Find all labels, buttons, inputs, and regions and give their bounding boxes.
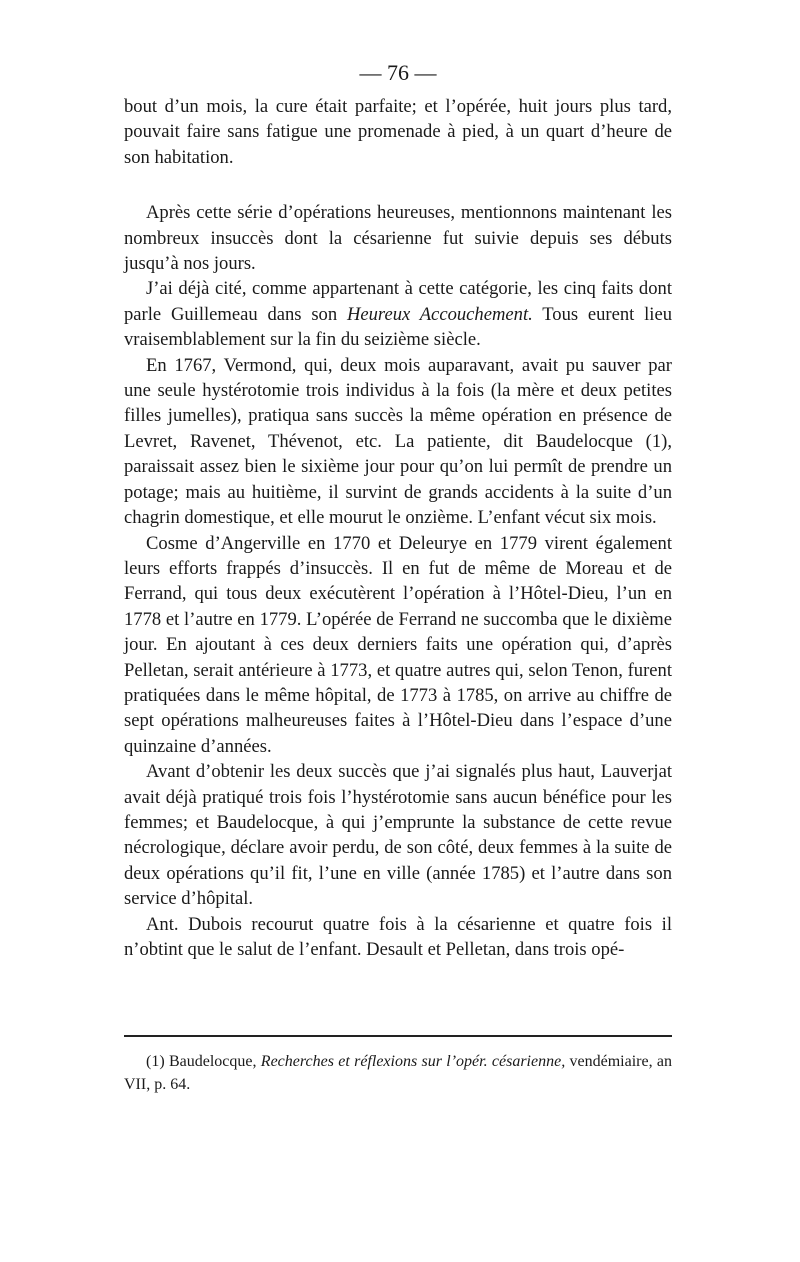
footnote [124, 1050, 672, 1096]
footnote-text-2: vendémiaire, an VII, p. 64. [124, 1053, 672, 1093]
paragraph-insucces-intro: Après cette série d’opérations heureuses, mentionnons maintenant les nombreux insuccès dont la césarienne fut suivie depuis ses débuts jusqu’à nos jours. [124, 202, 672, 275]
book-title-heureux-accouchement: Heureux Accouchement. [346, 303, 533, 325]
footnote-text-1: (1) Baudelocque, [146, 1053, 261, 1070]
paragraph-vermond: En 1767, Vermond, qui, deux mois auparavant, avait pu sauver par une seule hystérotomie trois individus à la fois (la mère et deux petites filles jumelles), pratiqua sans succès la même opération en présence de Levret, Ravenet, Thévenot, etc. La patiente, dit Baudelocque (1), paraissait assez bien le sixième jour pour qu’on lui permît de prendre un potage; mais au huitième, il survint de grands accidents à la suite d’un chagrin domestique, et elle mourut le onzième. L’enfant vécut six mois. [124, 354, 672, 529]
paragraph-guillemeau [124, 276, 672, 352]
page-body [124, 58, 672, 962]
paragraph-dubois: Ant. Dubois recourut quatre fois à la césarienne et quatre fois il n’obtint que le salut de l’enfant. Desault et Pelletan, dans trois opé- [124, 913, 672, 960]
paragraph-guillemeau-text-1: J’ai déjà cité, comme appartenant à cette catégorie, les cinq faits dont parle Guillemeau dans son [124, 278, 672, 325]
paragraph-guillemeau-text-2: Tous eurent lieu vraisemblablement sur la fin du seizième siècle. [124, 303, 672, 351]
footnote-reference-title: Recherches et réflexions sur l’opér. césarienne, [260, 1053, 566, 1070]
footnote-divider [124, 1035, 672, 1037]
paragraph-continuation: bout d’un mois, la cure était parfaite; et l’opérée, huit jours plus tard, pouvait faire sans fatigue une promenade à pied, à un quart d’heure de son habitation. [124, 96, 672, 168]
paragraph-hotel-dieu: Cosme d’Angerville en 1770 et Deleurye en 1779 virent également leurs efforts frappés d’insuccès. Il en fut de même de Moreau et de Ferrand, qui tous deux exécutèrent l’opération à l’Hôtel-Dieu, l’un en 1778 et l’autre en 1779. L’opérée de Ferrand ne succomba que le dixième jour. En ajoutant à ces deux derniers faits une opération qui, d’après Pelletan, serait antérieure à 1773, et quatre autres qui, selon Tenon, furent pratiquées dans le même hôpital, de 1773 à 1785, on arrive au chiffre de sept opérations malheureuses faites à l’Hôtel-Dieu dans l’espace d’une quinzaine d’années. [124, 532, 672, 757]
paragraph-lauverjat: Avant d’obtenir les deux succès que j’ai signalés plus haut, Lauverjat avait déjà pratiqué trois fois l’hystérotomie sans aucun bénéfice pour les femmes; et Baudelocque, à qui j’emprunte la substance de cette revue nécrologique, déclare avoir perdu, de son côté, deux femmes à la suite de deux opérations qu’il fit, l’une en ville (année 1785) et l’autre dans son service d’hôpital. [124, 761, 672, 910]
page-number: — 76 — [359, 60, 437, 85]
